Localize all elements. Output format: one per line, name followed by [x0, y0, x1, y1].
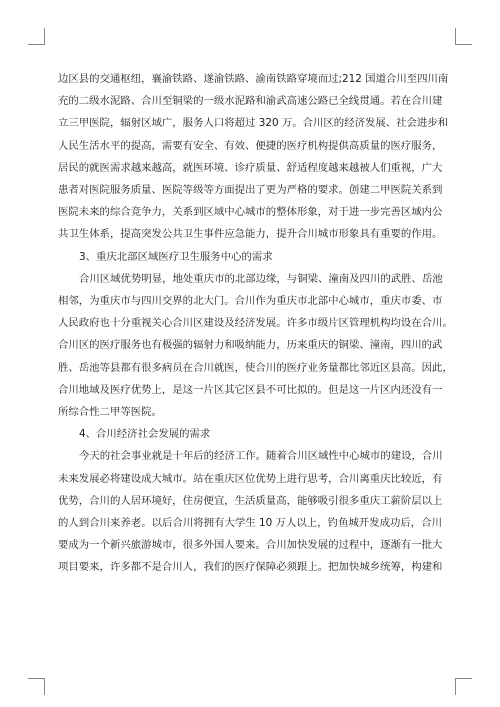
text-line: 患者对医院服务质量、医院等级等方面提出了更为严格的要求。创建二甲医院关系到 [58, 184, 443, 197]
text-line: 相邻，为重庆市与四川交界的北大门。合川作为重庆市北部中心城市，重庆市委、市 [58, 295, 443, 308]
text-line: 合川地域及医疗优势上，是这一片区其它区县不可比拟的。但是这一片区内还没有一 [58, 383, 443, 396]
section-heading: 4、合川经济社会发展的需求 [79, 428, 211, 441]
text-line: 胜、岳池等县都有很多病员在合川就医，使合川的医疗业务量都比邻近区县高。因此， [58, 361, 453, 374]
text-line: 充的二级水泥路、合川至铜梁的一级水泥路和渝武高速公路已全线贯通。若在合川建 [58, 95, 443, 108]
document-body [58, 68, 453, 579]
text-line: 优势，合川的人居环境好，住房便宜，生活质量高，能够吸引很多重庆工薪阶层以上 [58, 494, 443, 507]
text-line: 未来发展必将建设成大城市。站在重庆区位优势上进行思考，合川离重庆比较近，有 [58, 472, 443, 485]
text-line: 要成为一个新兴旅游城市，很多外国人要来。合川加快发展的过程中，逐渐有一批大 [58, 539, 443, 552]
text-line: 共卫生体系，提高突发公共卫生事件应急能力，提升合川城市形象具有重要的作用。 [58, 228, 443, 241]
text-line: 合川区的医疗服务也有极强的辐射力和吸纳能力，历来重庆的铜梁、潼南，四川的武 [58, 339, 443, 352]
text-line: 的人到合川来养老。以后合川将拥有大学生 10 万人以上，钓鱼城开发成功后，合川 [58, 517, 442, 530]
text-line: 边区县的交通枢纽，襄渝铁路、遂渝铁路、渝南铁路穿境而过;212 国道合川至四川南 [58, 73, 449, 85]
text-line: 人民生活水平的提高，需要有安全、有效、便捷的医疗机构提供高质量的医疗服务， [58, 139, 443, 152]
section-heading: 3、重庆北部区域医疗卫生服务中心的需求 [79, 250, 273, 263]
text-line: 今天的社会事业就是十年后的经济工作。随着合川区域性中心城市的建设，合川 [79, 450, 443, 463]
text-line: 立三甲医院，辐射区域广，服务人口将超过 320 万。合川区的经济发展、社会进步和 [58, 117, 449, 130]
crop-mark-top-left [28, 28, 45, 45]
text-line: 所综合性二甲等医院。 [58, 406, 162, 419]
text-line: 医院未来的综合竞争力，关系到区域中心城市的整体形象，对于进一步完善区域内公 [58, 206, 443, 219]
text-line: 居民的就医需求越来越高，就医环境、诊疗质量、舒适程度越来越被人们重视，广大 [58, 161, 443, 174]
text-line: 项目要来，许多都不是合川人，我们的医疗保障必须跟上。把加快城乡统筹，构建和 [58, 561, 443, 574]
text-line: 合川区域优势明显，地处重庆市的北部边缘，与铜梁、潼南及四川的武胜、岳池 [79, 272, 443, 285]
crop-mark-bottom-left [28, 678, 45, 695]
text-line: 人民政府也十分重视关心合川区建设及经济发展。许多市级片区管理机构均设在合川。 [58, 317, 453, 330]
crop-mark-top-right [455, 28, 472, 45]
crop-mark-bottom-right [455, 678, 472, 695]
